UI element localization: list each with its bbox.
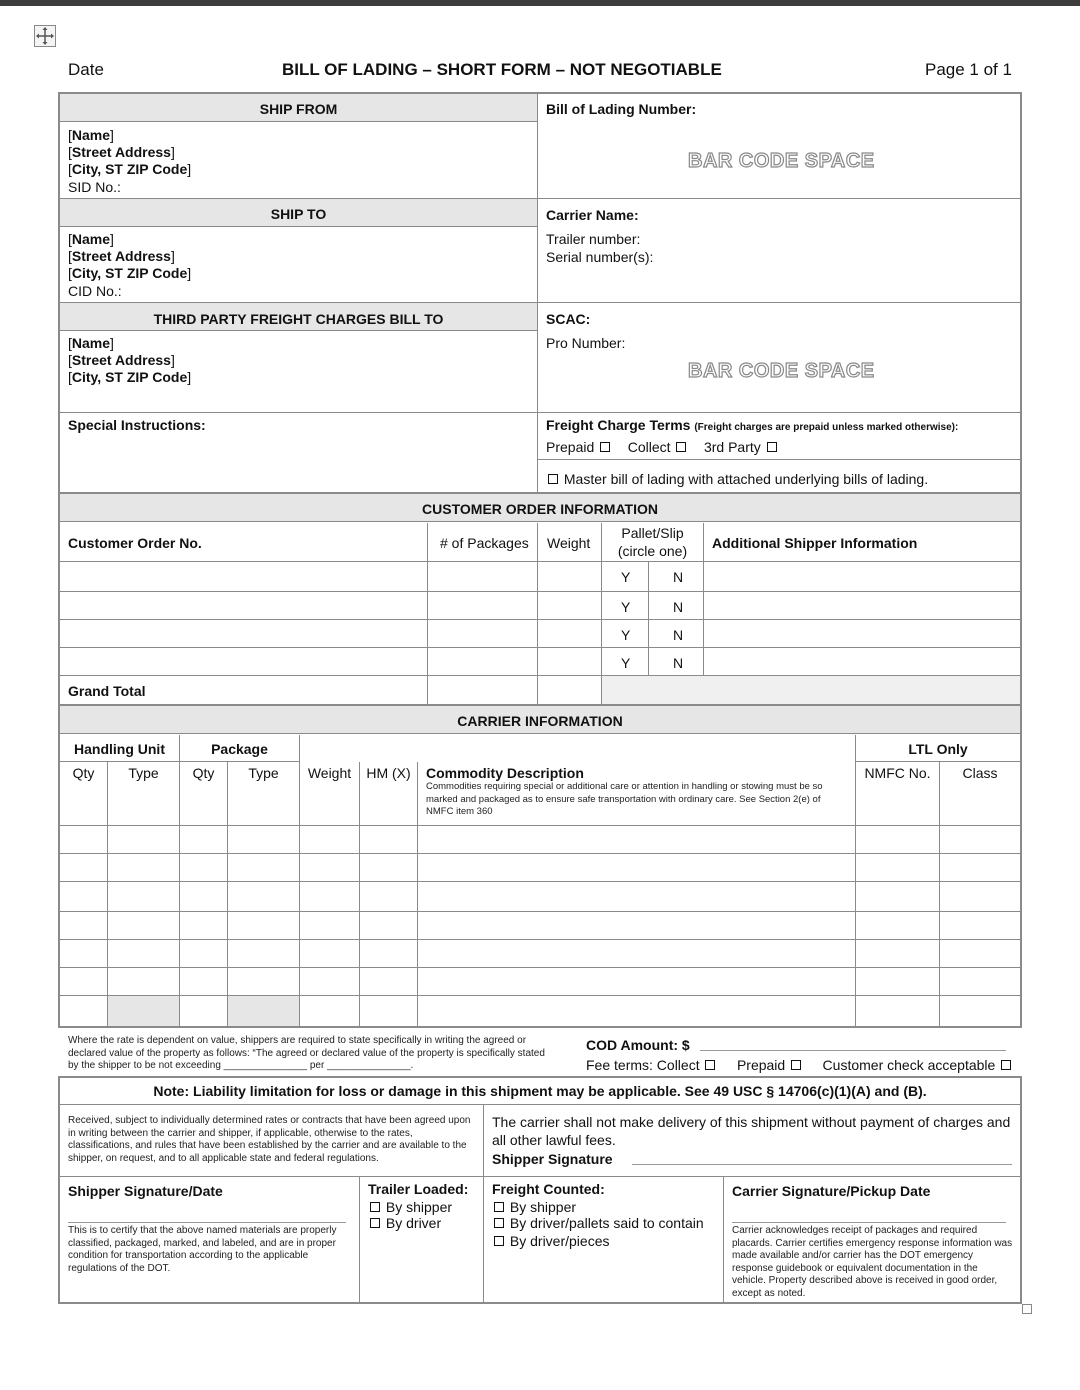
pallet-yes-row1[interactable]: Y	[621, 569, 631, 585]
shipper-certification-text: This is to certify that the above named materials are properly classified, packaged, marked, and labeled, and are in proper condition for transportation according to the applicable regulations of the DOT.	[68, 1225, 337, 1274]
carrier-delivery-text: The carrier shall not make delivery of this shipment without payment of charges and all other lawful fees.	[492, 1114, 1011, 1148]
loaded-by-driver-checkbox[interactable]	[370, 1218, 380, 1228]
third-party-checkbox[interactable]	[767, 442, 777, 452]
ship-to-city[interactable]: [City, ST ZIP Code]	[68, 265, 192, 281]
document-title: BILL OF LADING – SHORT FORM – NOT NEGOTIABLE	[282, 60, 722, 79]
cod-amount-line[interactable]	[700, 1050, 1006, 1051]
window-top-bar	[0, 0, 1080, 6]
freight-counted-by-driver-pallets: By driver/pallets said to contain	[492, 1215, 704, 1232]
commodity-description-header: Commodity Description	[426, 765, 584, 781]
declared-value-note: Where the rate is dependent on value, shippers are required to state specifically in writing the agreed or declared value of the property as follows: “The agreed or declared value of the property is specifically stated by the shipper to be not exceeding _______________ per _______________.	[68, 1035, 545, 1071]
master-bol-option: Master bill of lading with attached underlying bills of lading.	[546, 471, 928, 488]
trailer-loaded-label: Trailer Loaded:	[368, 1181, 469, 1197]
col-pallet-slip: Pallet/Slip	[621, 525, 684, 541]
class-header: Class	[962, 765, 998, 781]
pallet-no-row3[interactable]: N	[673, 627, 684, 643]
shipper-signature-line[interactable]	[632, 1164, 1012, 1165]
trailer-number-label: Trailer number:	[546, 231, 641, 247]
col-weight: Weight	[547, 535, 591, 551]
handling-unit-header: Handling Unit	[74, 741, 165, 757]
cod-fee-terms: Fee terms: Collect Prepaid Customer check acceptable	[586, 1057, 1013, 1074]
pallet-no-row4[interactable]: N	[673, 655, 684, 671]
ship-from-name[interactable]: [Name]	[68, 127, 114, 143]
carrier-signature-label: Carrier Signature/Pickup Date	[732, 1183, 931, 1199]
third-party-city[interactable]: [City, ST ZIP Code]	[68, 369, 192, 385]
trailer-loaded-by-driver: By driver	[368, 1215, 441, 1232]
freight-counted-label: Freight Counted:	[492, 1181, 605, 1197]
pallet-yes-row3[interactable]: Y	[621, 627, 631, 643]
shipper-signature-date-line[interactable]	[68, 1222, 346, 1223]
col-additional-shipper-info: Additional Shipper Information	[712, 535, 918, 551]
col-customer-order-no: Customer Order No.	[68, 535, 202, 551]
freight-terms-options: Prepaid Collect 3rd Party	[546, 439, 779, 456]
received-terms-text: Received, subject to individually determined rates or contracts that have been agreed upon in writing between the carrier and shipper, if applicable, otherwise to the rates, classifications, and rules that have been established by the carrier and are available to the shipper, on request, and to all applicable state and federal regulations.	[68, 1115, 471, 1164]
ship-to-street[interactable]: [Street Address]	[68, 248, 175, 264]
page-indicator: Page 1 of 1	[925, 60, 1012, 79]
pkg-type-header: Type	[248, 765, 279, 781]
package-header: Package	[211, 741, 268, 757]
pallet-no-row2[interactable]: N	[673, 599, 684, 615]
trailer-loaded-by-shipper: By shipper	[368, 1199, 452, 1216]
pro-number-label: Pro Number:	[546, 335, 626, 351]
carrier-name-label: Carrier Name:	[546, 207, 639, 223]
master-bol-checkbox[interactable]	[548, 474, 558, 484]
customer-order-table	[58, 492, 1022, 706]
ship-from-city[interactable]: [City, ST ZIP Code]	[68, 161, 192, 177]
col-packages: # of Packages	[440, 535, 529, 551]
shipper-signature-date-label: Shipper Signature/Date	[68, 1183, 223, 1199]
third-party-name[interactable]: [Name]	[68, 335, 114, 351]
serial-number-label: Serial number(s):	[546, 249, 654, 265]
bol-number-label: Bill of Lading Number:	[546, 101, 697, 117]
hu-type-header: Type	[128, 765, 159, 781]
commodity-note: Commodities requiring special or additional care or attention in handling or stowing must be so marked and packaged as to ensure safe transportation with ordinary care. See Section 2(e) of NMFC item 360	[426, 781, 823, 817]
customer-check-checkbox[interactable]	[1001, 1060, 1011, 1070]
cod-amount-label: COD Amount: $	[586, 1037, 690, 1053]
date-label: Date	[68, 60, 104, 79]
pallet-yes-row4[interactable]: Y	[621, 655, 631, 671]
freight-charge-terms: Freight Charge Terms (Freight charges are prepaid unless marked otherwise):	[546, 417, 959, 433]
grand-total-label: Grand Total	[68, 683, 146, 699]
cod-prepaid-checkbox[interactable]	[791, 1060, 801, 1070]
loaded-by-shipper-checkbox[interactable]	[370, 1202, 380, 1212]
shipper-signature-label: Shipper Signature	[492, 1151, 613, 1167]
prepaid-checkbox[interactable]	[600, 442, 610, 452]
pro-barcode-space: BAR CODE SPACE	[688, 360, 875, 382]
counted-by-shipper-checkbox[interactable]	[494, 1202, 504, 1212]
hu-qty-header: Qty	[72, 765, 95, 781]
carrier-signature-line[interactable]	[732, 1222, 1006, 1223]
third-party-header: THIRD PARTY FREIGHT CHARGES BILL TO	[60, 303, 537, 331]
counted-by-driver-pieces-checkbox[interactable]	[494, 1236, 504, 1246]
ship-to-header: SHIP TO	[60, 199, 537, 227]
pkg-qty-header: Qty	[192, 765, 215, 781]
collect-checkbox[interactable]	[676, 442, 686, 452]
liability-note: Note: Liability limitation for loss or damage in this shipment may be applicable. See 49 USC § 14706(c)(1)(A) and (B).	[153, 1083, 927, 1099]
carrier-acknowledgement-text: Carrier acknowledges receipt of packages and required placards. Carrier certifies emergency response information was made available and/or carrier has the DOT emergency response guidebook or equivalent documentation in the vehicle. Property described above is received in good order, except as noted.	[732, 1225, 1013, 1299]
ltl-only-header: LTL Only	[908, 741, 968, 757]
move-handle-icon[interactable]	[34, 25, 56, 47]
pallet-no-row1[interactable]: N	[673, 569, 684, 585]
ship-from-street[interactable]: [Street Address]	[68, 144, 175, 160]
ship-to-name[interactable]: [Name]	[68, 231, 114, 247]
ship-to-cid: CID No.:	[68, 283, 122, 299]
freight-counted-by-driver-pieces: By driver/pieces	[492, 1233, 609, 1250]
resize-handle-icon[interactable]	[1022, 1304, 1032, 1314]
scac-label: SCAC:	[546, 311, 591, 327]
weight-header: Weight	[307, 765, 352, 781]
hm-header: HM (X)	[366, 765, 411, 781]
counted-by-driver-pallets-checkbox[interactable]	[494, 1218, 504, 1228]
cod-collect-checkbox[interactable]	[705, 1060, 715, 1070]
col-circle-one: (circle one)	[617, 543, 688, 559]
pallet-yes-row2[interactable]: Y	[621, 599, 631, 615]
customer-order-header: CUSTOMER ORDER INFORMATION	[60, 494, 1020, 522]
special-instructions-label: Special Instructions:	[68, 417, 206, 433]
ship-from-header: SHIP FROM	[60, 94, 537, 122]
freight-counted-by-shipper: By shipper	[492, 1199, 576, 1216]
third-party-street[interactable]: [Street Address]	[68, 352, 175, 368]
grand-total-shaded	[602, 676, 1020, 704]
ship-from-sid: SID No.:	[68, 179, 121, 195]
nmfc-header: NMFC No.	[864, 765, 931, 781]
carrier-info-header: CARRIER INFORMATION	[60, 706, 1020, 734]
bol-barcode-space: BAR CODE SPACE	[688, 150, 875, 172]
